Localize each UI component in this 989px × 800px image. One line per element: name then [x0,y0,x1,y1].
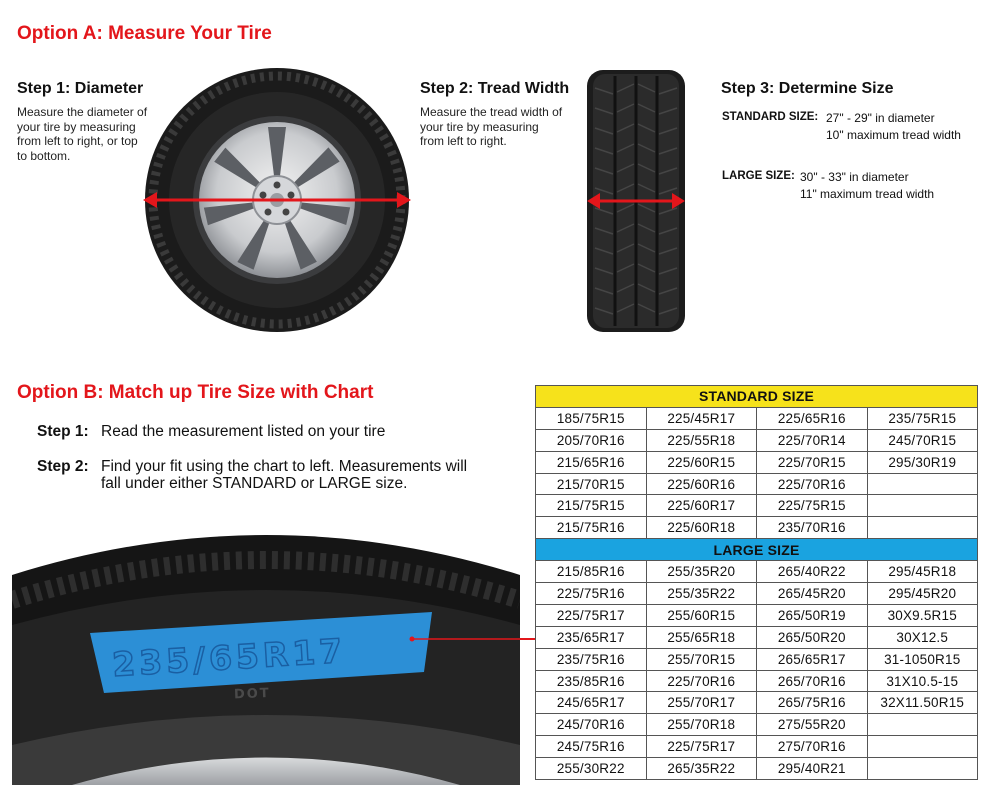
large-size-values [800,169,934,203]
tire-tread-view-image [585,68,687,334]
large-size-cell: 265/40R22 [757,561,868,583]
option-b-step2-text: Find your fit using the chart to left. Measurements will [101,458,468,475]
large-size-cell [867,758,978,780]
option-b-step2 [37,458,527,492]
standard-size-cell [867,473,978,495]
large-size-cell: 30X9.5R15 [867,604,978,626]
standard-size-cell: 245/70R15 [867,429,978,451]
table-row [536,626,978,648]
standard-size-cell: 295/30R19 [867,451,978,473]
large-size-cell: 235/75R16 [536,648,647,670]
standard-size-cell: 225/65R16 [757,407,868,429]
large-size-cell: 235/65R17 [536,626,647,648]
step2-desc-line: Measure the tread width of [420,105,563,119]
option-a-title: Option A: Measure Your Tire [17,23,272,44]
large-size-cell: 295/45R20 [867,583,978,605]
option-b-step1-text: Read the measurement listed on your tire [101,423,386,440]
large-size-cell: 255/60R15 [646,604,757,626]
large-size-cell: 30X12.5 [867,626,978,648]
step2-desc-line: your tire by measuring [420,119,539,134]
large-size-cell: 225/75R16 [536,583,647,605]
table-row [536,407,978,429]
option-b-step1-label: Step 1: [37,423,89,440]
standard-size-cell [867,495,978,517]
table-row [536,583,978,605]
standard-size-cell: 225/60R15 [646,451,757,473]
option-b-title: Option B: Match up Tire Size with Chart [17,382,374,403]
standard-size-cell [867,517,978,539]
standard-size-cell: 225/75R15 [757,495,868,517]
large-size-cell: 255/35R22 [646,583,757,605]
standard-size-cell: 225/70R15 [757,451,868,473]
large-size-cell: 265/65R17 [757,648,868,670]
standard-size-cell: 215/75R15 [536,495,647,517]
standard-tread-text: 10" maximum tread width [826,128,961,142]
step1-diameter-title: Step 1: Diameter [17,80,144,97]
large-size-cell: 255/70R17 [646,692,757,714]
large-size-cell [867,736,978,758]
standard-diameter-text: 27" - 29" in diameter [826,111,935,125]
large-size-cell: 255/35R20 [646,561,757,583]
large-size-cell: 31-1050R15 [867,648,978,670]
tire-size-chart [535,385,978,780]
large-size-cell: 255/65R18 [646,626,757,648]
large-size-cell: 255/70R15 [646,648,757,670]
large-size-cell: 295/45R18 [867,561,978,583]
large-size-cell [867,714,978,736]
large-size-cell: 255/70R18 [646,714,757,736]
standard-size-header: STANDARD SIZE [536,386,978,408]
standard-size-cell: 185/75R15 [536,407,647,429]
large-diameter-text: 30" - 33" in diameter [800,170,909,184]
large-size-label: LARGE SIZE: [722,170,795,182]
table-row [536,495,978,517]
pointer-line [520,638,536,640]
large-size-cell: 215/85R16 [536,561,647,583]
sidewall-size-text: 235/65R17 [111,630,348,685]
table-row [536,714,978,736]
standard-size-cell: 225/60R18 [646,517,757,539]
option-b-step1 [37,423,385,440]
step1-desc-line: Measure the diameter of [17,105,148,119]
option-b-step2-text: fall under either STANDARD or LARGE size. [101,475,408,492]
standard-size-cell: 205/70R16 [536,429,647,451]
step1-desc-line: your tire by measuring [17,119,136,134]
large-size-cell: 265/50R20 [757,626,868,648]
table-row [536,429,978,451]
step2-tread-desc [420,105,585,149]
step3-size-title: Step 3: Determine Size [721,80,894,97]
large-tread-text: 11" maximum tread width [800,187,935,201]
standard-size-cell: 225/45R17 [646,407,757,429]
large-size-cell: 32X11.50R15 [867,692,978,714]
sidewall-dot-text: DOT [233,686,271,703]
table-row [536,648,978,670]
large-size-cell: 265/70R16 [757,670,868,692]
large-size-cell: 31X10.5-15 [867,670,978,692]
standard-size-cell: 225/70R16 [757,473,868,495]
table-row [536,517,978,539]
table-row [536,758,978,780]
standard-size-cell: 225/60R17 [646,495,757,517]
large-size-cell: 245/65R17 [536,692,647,714]
standard-size-cell: 225/70R14 [757,429,868,451]
large-size-cell: 245/70R16 [536,714,647,736]
large-size-cell: 295/40R21 [757,758,868,780]
table-row [536,670,978,692]
standard-size-cell: 235/75R15 [867,407,978,429]
standard-size-cell: 225/60R16 [646,473,757,495]
table-row [536,604,978,626]
standard-size-cell: 225/55R18 [646,429,757,451]
standard-size-values [826,110,961,144]
large-size-cell: 265/45R20 [757,583,868,605]
large-size-cell: 235/85R16 [536,670,647,692]
tire-sidewall-image [12,515,520,785]
table-row [536,692,978,714]
table-row [536,561,978,583]
large-size-cell: 225/75R17 [646,736,757,758]
large-size-cell: 265/35R22 [646,758,757,780]
tire-side-view-image [140,65,415,335]
option-b-step2-label: Step 2: [37,458,89,475]
standard-size-cell: 215/75R16 [536,517,647,539]
large-size-header: LARGE SIZE [536,539,978,561]
table-row [536,451,978,473]
step1-desc-line: to bottom. [17,148,71,163]
large-size-cell: 245/75R16 [536,736,647,758]
step2-tread-title: Step 2: Tread Width [420,80,570,97]
large-size-cell: 275/70R16 [757,736,868,758]
large-size-cell: 265/50R19 [757,604,868,626]
standard-size-cell: 215/70R15 [536,473,647,495]
standard-size-cell: 215/65R16 [536,451,647,473]
large-size-cell: 255/30R22 [536,758,647,780]
table-row [536,473,978,495]
large-size-cell: 265/75R16 [757,692,868,714]
step1-desc-line: from left to right, or top [17,134,138,148]
table-row [536,736,978,758]
step2-desc-line: from left to right. [420,134,507,148]
standard-size-cell: 235/70R16 [757,517,868,539]
large-size-cell: 225/75R17 [536,604,647,626]
large-size-cell: 225/70R16 [646,670,757,692]
standard-size-label: STANDARD SIZE: [722,111,819,123]
large-size-cell: 275/55R20 [757,714,868,736]
